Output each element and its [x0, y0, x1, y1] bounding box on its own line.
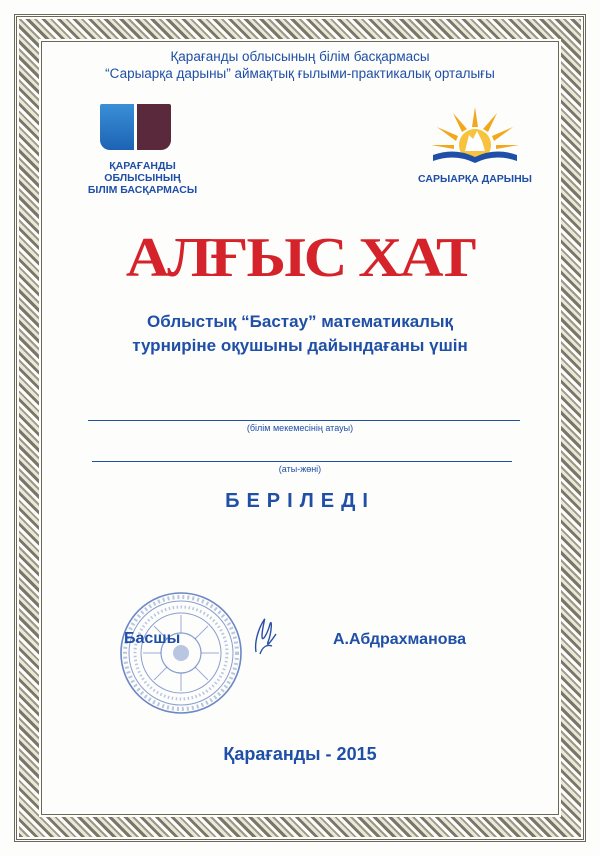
issuer-line-2: “Сарыарқа дарыны” аймақтық ғылыми-практикалық орталығы: [105, 66, 495, 81]
logo-left-text-line-1: ҚАРАҒАНДЫ ОБЛЫСЫНЫҢ: [104, 160, 181, 184]
signatory-name: А.Абдрахманова: [333, 631, 467, 648]
subtitle-line-2: турниріне оқушыны дайындағаны үшін: [132, 336, 468, 355]
sun-book-icon: [425, 105, 525, 171]
name-caption: (аты-жөні): [278, 464, 322, 474]
education-department-logo: [70, 100, 215, 196]
saryarka-logo-text: САРЫАРҚА ДАРЫНЫ: [418, 173, 532, 185]
logo-left-text-line-2: БІЛІМ БАСҚАРМАСЫ: [87, 184, 198, 196]
subtitle-line-1: Облыстық “Бастау” математикалық: [147, 312, 453, 331]
certificate-title: АЛҒЫС ХАТ: [125, 227, 475, 289]
saryarka-daryny-logo: [415, 105, 535, 190]
institution-caption: (білім мекемесінің атауы): [246, 423, 354, 433]
place-and-year: Қарағанды - 2015: [223, 744, 377, 764]
signatory-role: Басшы: [124, 630, 181, 647]
official-stamp-seal: [118, 590, 244, 716]
logo-blue-block: [100, 104, 134, 150]
handwritten-signature: [250, 612, 280, 660]
name-blank-line: [92, 461, 512, 462]
awarded-text: БЕРІЛЕДІ: [225, 490, 375, 512]
education-department-logo-text: [70, 160, 215, 196]
institution-blank-line: [88, 420, 520, 421]
logo-maroon-block: [137, 104, 171, 150]
issuer-line-1: Қарағанды облысының білім басқармасы: [170, 49, 430, 64]
